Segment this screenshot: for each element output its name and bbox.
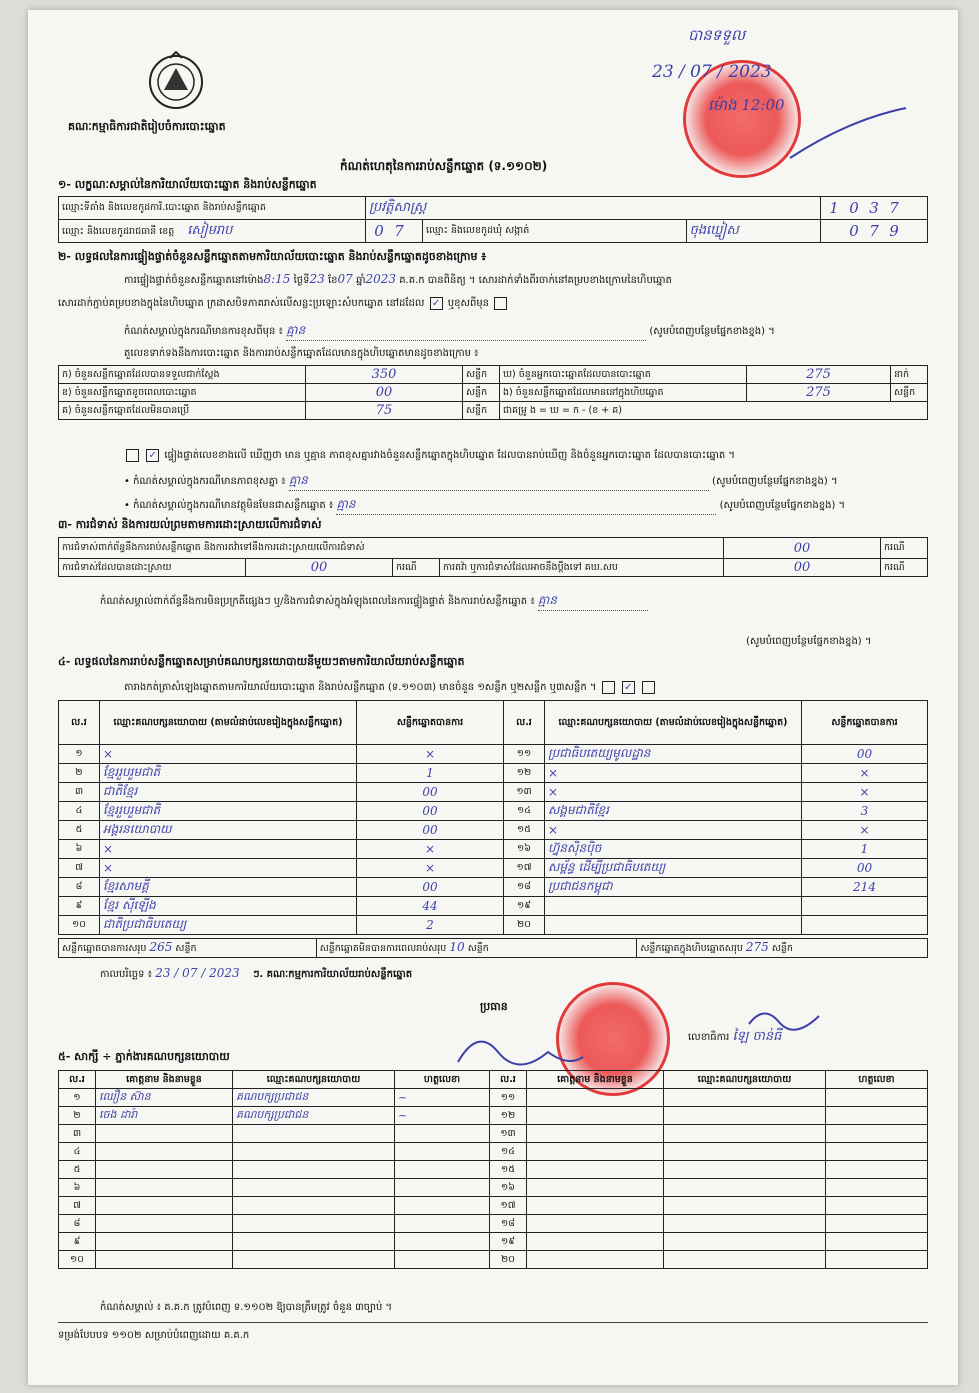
row-no: ១១ <box>490 1089 527 1107</box>
col-sign: ហត្ថលេខា <box>826 1071 928 1089</box>
one-sheet-checkbox[interactable] <box>602 681 615 694</box>
s3-table <box>58 537 928 577</box>
vote-count[interactable]: 00 <box>357 878 504 897</box>
vote-count[interactable]: 00 <box>802 859 928 878</box>
vote-count[interactable]: × <box>357 840 504 859</box>
unit-label: សន្លឹក <box>463 402 500 420</box>
party-name[interactable]: ជាតិប្រជាធិបតេយ្យ <box>100 916 357 935</box>
code-digit: 0 <box>849 222 859 240</box>
party-name[interactable]: ប្រជាធិបតេយ្យមូលដ្ឋាន <box>545 745 802 764</box>
s4-intro-text: តារាងកត់ត្រាសំឡេងឆ្នោតតាមការិយាល័យបោះឆ្នោត និងរាប់សន្លឹកឆ្នោត (ទ.១១០៣) មានចំនួន ១សន្លឹក ឬ២សន្លឹក ឬ៣សន្លឹក ។ <box>124 682 597 693</box>
case-label: ករណី <box>881 538 928 559</box>
table-row <box>59 745 928 764</box>
row-no: ៣ <box>59 783 100 802</box>
s1-r1-code <box>821 197 928 220</box>
unit-label: សន្លឹក <box>175 943 197 954</box>
s1-r2-value: សៀមរាប <box>187 222 233 238</box>
s1-r2-label2: ឈ្មោះ និងលេខកូដឃុំ សង្កាត់ <box>423 220 687 243</box>
table-row <box>59 1161 928 1179</box>
s2-year: 2023 <box>365 272 397 286</box>
col-sign: ហត្ថលេខា <box>395 1071 490 1089</box>
footer-rule <box>58 1322 928 1323</box>
witness-party[interactable] <box>664 1179 826 1197</box>
row-no: ៥ <box>59 1161 96 1179</box>
witness-name[interactable] <box>527 1161 664 1179</box>
witness-name[interactable] <box>527 1233 664 1251</box>
witness-table <box>58 1070 928 1269</box>
s2-p1 <box>124 272 672 288</box>
s3-note <box>100 592 920 611</box>
row-no: ៦ <box>59 1179 96 1197</box>
s2-day-label: ថ្ងៃទី <box>293 275 310 286</box>
s2-formula: ជាគម្រូ ង = ឃ = ក - (ខ + គ) <box>500 402 928 420</box>
witness-name[interactable] <box>527 1197 664 1215</box>
s2-month-label: ខែ <box>327 275 338 286</box>
witness-name[interactable] <box>96 1251 233 1269</box>
row-no: ១៣ <box>490 1125 527 1143</box>
s2-n2-fill: (សូមបំពេញបន្ថែមផ្នែកខាងខ្នង) ។ <box>719 500 846 511</box>
witness-signature[interactable] <box>395 1161 490 1179</box>
table-row <box>59 1215 928 1233</box>
witness-party[interactable] <box>233 1125 395 1143</box>
unit-label: សន្លឹក <box>463 366 500 384</box>
s2-note-value[interactable]: គ្មាន <box>286 322 646 341</box>
col-name: គោត្តនាម និងនាមខ្លួន <box>96 1071 233 1089</box>
row-no: ២០ <box>490 1251 527 1269</box>
witness-signature[interactable] <box>826 1179 928 1197</box>
row-no: ១៧ <box>490 1197 527 1215</box>
s2-time: 8:15 <box>263 272 291 286</box>
witness-signature[interactable] <box>826 1089 928 1107</box>
total-box-value[interactable]: 275 <box>745 940 769 954</box>
s2-figures-table <box>58 365 928 420</box>
witness-signature[interactable] <box>826 1251 928 1269</box>
receipt-date: 23 / 07 / 2023 <box>652 62 772 82</box>
s5-note: កំណត់សម្គាល់ ៖ គ.គ.ក ត្រូវបំពេញ ទ.១១០២ ឱ្យបានត្រឹមត្រូវ ចំនួន ៣ច្បាប់ ។ <box>100 1302 393 1313</box>
witness-signature[interactable] <box>826 1215 928 1233</box>
witness-party[interactable] <box>664 1143 826 1161</box>
unit-label: សន្លឹក <box>891 384 928 402</box>
row-no: ១៩ <box>504 897 545 916</box>
s2-d-label: ឃ) ចំនួនអ្នកបោះឆ្នោតដែលបានបោះឆ្នោត <box>500 366 747 384</box>
vote-count[interactable]: × <box>357 745 504 764</box>
party-name[interactable]: សម្ព័ន្ធ ដើម្បីប្រជាធិបតេយ្យ <box>545 859 802 878</box>
s5-footer: ទម្រង់បែបបទ ១១០២ សម្រាប់បំពេញដោយ គ.គ.ក <box>58 1330 250 1341</box>
party-name[interactable]: ជាតិខ្មែរ <box>100 783 357 802</box>
row-no: ១៧ <box>504 859 545 878</box>
witness-party[interactable] <box>664 1233 826 1251</box>
total-invalid-value[interactable]: 10 <box>449 940 465 954</box>
witness-signature[interactable] <box>826 1107 928 1125</box>
s2-d-value[interactable]: 275 <box>747 366 891 384</box>
code-digit: 9 <box>889 222 899 240</box>
vote-count[interactable]: × <box>357 859 504 878</box>
witness-name[interactable] <box>527 1107 664 1125</box>
row-no: ១១ <box>504 745 545 764</box>
row-no: ៥ <box>59 821 100 840</box>
row-no: ៤ <box>59 802 100 821</box>
party-name[interactable]: ខ្មែររួបរួមជាតិ <box>100 764 357 783</box>
witness-signature[interactable] <box>395 1125 490 1143</box>
party-name[interactable]: ហ្វ៊ុនស៊ិនប៉ិច <box>545 840 802 859</box>
row-no: ២ <box>59 1107 96 1125</box>
witness-signature[interactable] <box>826 1197 928 1215</box>
date-label: កាលបរិច្ឆេទ ៖ <box>100 969 153 980</box>
party-name[interactable]: ប្រជាជនកម្ពុជា <box>545 878 802 897</box>
table-row <box>59 1179 928 1197</box>
vote-count[interactable]: × <box>802 821 928 840</box>
witness-signature[interactable] <box>395 1233 490 1251</box>
witness-signature[interactable] <box>826 1143 928 1161</box>
col-name: គោត្តនាម និងនាមខ្លួន <box>527 1071 664 1089</box>
s2-a-value[interactable]: 350 <box>306 366 463 384</box>
witness-signature[interactable] <box>395 1197 490 1215</box>
row-no: ៩ <box>59 897 100 916</box>
form-title: កំណត់ហេតុនៃការរាប់សន្លឹកឆ្នោត (ទ.១១០២) <box>340 159 548 173</box>
s2-note <box>124 322 944 341</box>
s1-heading: ១- លក្ខណៈសម្គាល់នៃការិយាល័យបោះឆ្នោត និងរាប់សន្លឹកឆ្នោត <box>58 178 317 191</box>
row-no: ១៤ <box>490 1143 527 1161</box>
vote-count[interactable]: × <box>802 783 928 802</box>
table-row <box>59 897 928 916</box>
row-no: ២ <box>59 764 100 783</box>
s2-p2-text: សោរដាក់ភ្ជាប់គម្របខាងក្នុងនៃហិបឆ្នោត ក្រដាសបិទភាគរាស់លើសន្លះប្រឡោះសំបកឆ្នោត នៅដដែល <box>58 298 425 309</box>
witness-party[interactable] <box>664 1251 826 1269</box>
party-name[interactable]: ខ្មែររួបរួមជាតិ <box>100 802 357 821</box>
code-digit: 1 <box>829 199 839 217</box>
table-row <box>59 840 928 859</box>
s2-note-label: កំណត់សម្គាល់ក្នុងករណីមានការខុសពីមុន ៖ <box>124 326 283 337</box>
s2-e-label: ង) ចំនួនសន្លឹកឆ្នោតដែលមាននៅក្នុងហិបឆ្នោត <box>500 384 747 402</box>
col-party: ឈ្មោះគណបក្សនយោបាយ (តាមលំដាប់លេខរៀងក្នុងសន្លឹកឆ្នោត) <box>545 701 802 745</box>
vote-count[interactable]: 1 <box>802 840 928 859</box>
secretary-label: លេខាធិការ <box>688 1032 730 1043</box>
s1-r1-label: ឈ្មោះទីតាំង និងលេខកូដការិ.បោះឆ្នោត និងរាប់សន្លឹកឆ្នោត <box>59 197 366 220</box>
row-no: ១ <box>59 1089 96 1107</box>
row-no: ២០ <box>504 916 545 935</box>
party-name[interactable]: អង្គរនយោបាយ <box>100 821 357 840</box>
col-party: ឈ្មោះគណបក្សនយោបាយ (តាមលំដាប់លេខរៀងក្នុងសន្លឹកឆ្នោត) <box>100 701 357 745</box>
party-name[interactable]: × <box>545 764 802 783</box>
s3-note-value[interactable]: គ្មាន <box>538 592 648 611</box>
row-no: ១០ <box>59 916 100 935</box>
code-digit: 7 <box>869 222 879 240</box>
s3-r1-label: ការជំទាស់ពាក់ព័ន្ធនឹងការរាប់សន្លឹកឆ្នោត និងការតវ៉ាទៅនឹងការដោះស្រាយលើការជំទាស់ <box>59 538 724 559</box>
has-diff-checkbox[interactable] <box>126 449 139 462</box>
s3-heading: ៣- ការជំទាស់ និងការយល់ព្រមតាមការដោះស្រាយលើការជំទាស់ <box>58 518 322 531</box>
row-no: ៦ <box>59 840 100 859</box>
witness-signature[interactable] <box>826 1233 928 1251</box>
s2-n2 <box>124 496 944 515</box>
s3-note-label: កំណត់សម្គាល់ពាក់ព័ន្ធនឹងការមិនប្រក្រតីផ្សេងៗ ឬ/និងការជំទាស់ក្នុងអំឡុងពេលនៃការផ្ទៀងផ្ទាត់ និងការរាប់សន្លឹកឆ្នោត ៖ <box>100 596 535 607</box>
col-no: ល.រ <box>59 1071 96 1089</box>
s1-r2-label: ឈ្មោះ និងលេខកូដរាជធានី ខេត្ត <box>62 225 175 237</box>
row-no: ១៦ <box>490 1179 527 1197</box>
row-no: ៧ <box>59 1197 96 1215</box>
table-row <box>59 802 928 821</box>
witness-name[interactable] <box>527 1143 664 1161</box>
row-no: ១៦ <box>504 840 545 859</box>
three-sheet-checkbox[interactable] <box>642 681 655 694</box>
code-digit: 0 <box>374 222 384 240</box>
witness-name[interactable] <box>96 1161 233 1179</box>
row-no: ៣ <box>59 1125 96 1143</box>
total-valid-value[interactable]: 265 <box>149 940 173 954</box>
row-no: ១២ <box>490 1107 527 1125</box>
table-row <box>59 821 928 840</box>
witness-signature[interactable]: ~ <box>395 1089 490 1107</box>
row-no: ៨ <box>59 878 100 897</box>
party-name[interactable]: ខ្មែរសាមគ្គី <box>100 878 357 897</box>
row-no: ១៩ <box>490 1233 527 1251</box>
vote-count[interactable]: 00 <box>357 821 504 840</box>
s2-month: 07 <box>337 272 353 286</box>
s1-r2-value2: ចុងឃ្នៀស <box>686 220 821 243</box>
vote-count[interactable]: 1 <box>357 764 504 783</box>
vote-count[interactable]: 00 <box>357 783 504 802</box>
date-value[interactable]: 23 / 07 / 2023 <box>155 966 240 980</box>
witness-name[interactable] <box>96 1197 233 1215</box>
totals-table <box>58 938 928 958</box>
chair-label: ប្រធាន <box>480 1000 508 1013</box>
secretary-line <box>688 1028 781 1047</box>
s2-n1-label: • កំណត់សម្គាល់ក្នុងករណីមានភាពខុសគ្នា ៖ <box>124 476 286 487</box>
row-no: ១០ <box>59 1251 96 1269</box>
row-no: ១៨ <box>504 878 545 897</box>
s2-a-label: ក) ចំនួនសន្លឹកឆ្នោតដែលបានទទួលជាក់ស្តែង <box>59 366 306 384</box>
org-name: គណៈកម្មាធិការជាតិរៀបចំការបោះឆ្នោត <box>68 120 226 133</box>
witness-name[interactable] <box>96 1125 233 1143</box>
unchanged-checkbox[interactable]: ✓ <box>430 297 443 310</box>
row-no: ១៥ <box>504 821 545 840</box>
code-digit: 7 <box>394 222 404 240</box>
s2-b-value[interactable]: 00 <box>306 384 463 402</box>
s2-n1-fill: (សូមបំពេញបន្ថែមផ្នែកខាងខ្នង) ។ <box>712 476 838 487</box>
vote-count[interactable]: 2 <box>357 916 504 935</box>
s2-c-value[interactable]: 75 <box>306 402 463 420</box>
vote-count[interactable] <box>802 897 928 916</box>
col-no: ល.រ <box>504 701 545 745</box>
total-valid-label: សន្លឹកឆ្នោតបានការសរុប <box>62 943 147 954</box>
witness-party[interactable]: គណបក្សប្រជាជន <box>233 1089 395 1107</box>
witness-signature[interactable] <box>395 1215 490 1233</box>
table-row <box>59 1197 928 1215</box>
s2-heading: ២- លទ្ធផលនៃការផ្ទៀងផ្ទាត់ចំនួនសន្លឹកឆ្នោតតាមការិយាល័យបោះឆ្នោត និងរាប់សន្លឹកឆ្នោតដូចខាងក្រោម ៖ <box>58 250 487 263</box>
s5-heading: ៥- សាក្សី ÷ ភ្នាក់ងារគណបក្សនយោបាយ <box>58 1050 230 1063</box>
col-party: ឈ្មោះគណបក្សនយោបាយ <box>664 1071 826 1089</box>
s2-n1 <box>124 472 944 491</box>
code-digit: 3 <box>869 199 879 217</box>
s2-b-label: ខ) ចំនួនសន្លឹកឆ្នោតខូចពេលបោះឆ្នោត <box>59 384 306 402</box>
party-name[interactable] <box>545 916 802 935</box>
form-sheet <box>28 10 958 1385</box>
s2-day: 23 <box>309 272 325 286</box>
row-no: ៨ <box>59 1215 96 1233</box>
s4-intro <box>124 680 657 695</box>
witness-party[interactable]: គណបក្សប្រជាជន <box>233 1107 395 1125</box>
vote-count[interactable] <box>802 916 928 935</box>
committee-label: ៗ. គណៈកម្មការការិយាល័យរាប់សន្លឹកឆ្នោត <box>252 969 413 980</box>
unit-label: សន្លឹក <box>467 943 489 954</box>
witness-party[interactable] <box>233 1161 395 1179</box>
party-name[interactable]: × <box>100 745 357 764</box>
unit-label: សន្លឹក <box>771 943 793 954</box>
witness-name[interactable] <box>527 1125 664 1143</box>
unit-label: នាក់ <box>891 366 928 384</box>
s2-note-fill: (សូមបំពេញបន្ថែមផ្នែកខាងខ្នង) ។ <box>649 326 775 337</box>
witness-name[interactable] <box>96 1215 233 1233</box>
s3-r1-value[interactable]: 00 <box>724 538 881 559</box>
table-row <box>59 1233 928 1251</box>
s2-changed-label: ឬខុសពីមុន <box>447 298 490 309</box>
s2-year-label: ឆ្នាំ <box>355 275 366 286</box>
receipt-time: ម៉ោង 12:00 <box>708 96 785 114</box>
s3-r2-value2[interactable]: 00 <box>724 559 881 577</box>
row-no: ៧ <box>59 859 100 878</box>
row-no: ១៥ <box>490 1161 527 1179</box>
s2-n1-value[interactable]: គ្មាន <box>289 472 709 491</box>
s4-date-line <box>100 966 412 982</box>
witness-party[interactable] <box>664 1107 826 1125</box>
witness-name[interactable] <box>527 1089 664 1107</box>
witness-party[interactable] <box>233 1215 395 1233</box>
no-diff-checkbox[interactable]: ✓ <box>146 449 159 462</box>
party-name[interactable]: ខ្មែរ ស៊ីឡើង <box>100 897 357 916</box>
total-box-label: សន្លឹកឆ្នោតក្នុងហិបឆ្នោតសរុប <box>640 943 743 954</box>
witness-signature[interactable] <box>395 1143 490 1161</box>
party-name[interactable]: × <box>100 840 357 859</box>
witness-signature[interactable] <box>826 1125 928 1143</box>
case-label: ករណី <box>881 559 928 577</box>
witness-party[interactable] <box>233 1197 395 1215</box>
case-label: ករណី <box>393 559 440 577</box>
pen-stroke-icon <box>788 100 908 164</box>
col-votes: សន្លឹកឆ្នោតបានការ <box>802 701 928 745</box>
row-no: ១៣ <box>504 783 545 802</box>
secretary-name[interactable]: ឡៃ ចាន់ធី <box>732 1029 782 1044</box>
code-digit: 7 <box>889 199 899 217</box>
witness-name[interactable]: ចេង ដារ៉ា <box>96 1107 233 1125</box>
table-row <box>59 1089 928 1107</box>
table-row <box>59 859 928 878</box>
party-name[interactable]: × <box>545 821 802 840</box>
s2-p1-rest: គ.គ.ក បានពិនិត្យ ។ សោរដាក់ទាំងពីរចាក់នៅគម្របខាងក្រោមនៃហិបឆ្នោត <box>399 275 672 286</box>
table-row <box>59 1251 928 1269</box>
vote-count[interactable]: 00 <box>357 802 504 821</box>
s2-p1-label: ការផ្ទៀងផ្ទាត់ចំនួនសន្លឹកឆ្នោតនៅម៉ោង <box>124 275 264 286</box>
unit-label: សន្លឹក <box>463 384 500 402</box>
national-emblem-icon <box>140 50 212 112</box>
party-name[interactable]: × <box>100 859 357 878</box>
table-row <box>59 1107 928 1125</box>
vote-count[interactable]: 00 <box>802 745 928 764</box>
changed-checkbox[interactable] <box>494 297 507 310</box>
witness-name[interactable] <box>527 1251 664 1269</box>
witness-party[interactable] <box>664 1089 826 1107</box>
vote-count[interactable]: 214 <box>802 878 928 897</box>
table-row <box>59 1125 928 1143</box>
party-name[interactable]: សង្គមជាតិខ្មែរ <box>545 802 802 821</box>
witness-party[interactable] <box>664 1125 826 1143</box>
witness-signature[interactable] <box>395 1251 490 1269</box>
s4-heading: ៤- លទ្ធផលនៃការរាប់សន្លឹកឆ្នោតសម្រាប់គណបក្សនយោបាយនីមួយៗតាមការិយាល័យរាប់សន្លឹកឆ្នោត <box>58 655 465 668</box>
col-no: ល.រ <box>490 1071 527 1089</box>
witness-party[interactable] <box>233 1251 395 1269</box>
witness-signature[interactable] <box>826 1161 928 1179</box>
results-table <box>58 700 928 935</box>
witness-party[interactable] <box>664 1215 826 1233</box>
s3-r2-label2: ការតវ៉ា ឬការជំទាស់ដែលអាចនឹងប្តឹងទៅ គឃ.សប <box>440 559 724 577</box>
witness-name[interactable] <box>96 1179 233 1197</box>
vote-count[interactable]: 44 <box>357 897 504 916</box>
row-no: ១៨ <box>490 1215 527 1233</box>
total-invalid-label: សន្លឹកឆ្នោតមិនបានការពេលរាប់សរុប <box>319 943 447 954</box>
party-name[interactable]: × <box>545 783 802 802</box>
s3-r2-value[interactable]: 00 <box>246 559 393 577</box>
table-row <box>59 764 928 783</box>
vote-count[interactable]: 3 <box>802 802 928 821</box>
col-no: ល.រ <box>59 701 100 745</box>
s2-p2 <box>58 296 509 311</box>
table-row <box>59 1143 928 1161</box>
witness-party[interactable] <box>233 1233 395 1251</box>
table-row <box>59 878 928 897</box>
s3-r2-label: ការជំទាស់ដែលបានដោះស្រាយ <box>59 559 246 577</box>
code-digit: 0 <box>849 199 859 217</box>
witness-name[interactable] <box>96 1143 233 1161</box>
col-votes: សន្លឹកឆ្នោតបានការ <box>357 701 504 745</box>
s2-n2-label: • កំណត់សម្គាល់ក្នុងករណីមានវត្ថុមិនមែនជាសន្លឹកឆ្នោត ៖ <box>124 500 334 511</box>
witness-party[interactable] <box>664 1197 826 1215</box>
party-name[interactable] <box>545 897 802 916</box>
row-no: ៤ <box>59 1143 96 1161</box>
table-row <box>59 783 928 802</box>
s2-c-label: គ) ចំនួនសន្លឹកឆ្នោតដែលមិនបានប្រើ <box>59 402 306 420</box>
table-row <box>59 916 928 935</box>
col-party: ឈ្មោះគណបក្សនយោបាយ <box>233 1071 395 1089</box>
two-sheet-checkbox[interactable]: ✓ <box>622 681 635 694</box>
s1-table <box>58 196 928 243</box>
witness-name[interactable] <box>527 1215 664 1233</box>
witness-party[interactable] <box>664 1161 826 1179</box>
s3-fill: (សូមបំពេញបន្ថែមផ្នែកខាងខ្នង) ។ <box>746 636 872 647</box>
witness-signature[interactable]: ~ <box>395 1107 490 1125</box>
receipt-line1: បានទទួល <box>688 26 746 44</box>
row-no: ១២ <box>504 764 545 783</box>
witness-party[interactable] <box>233 1179 395 1197</box>
s2-intro: តួលេខទាក់ទងនឹងការបោះឆ្នោត និងការរាប់សន្លឹកឆ្នោតដែលមានក្នុងហិបឆ្នោតមានដូចខាងក្រោម ៖ <box>124 348 479 359</box>
witness-party[interactable] <box>233 1143 395 1161</box>
witness-name[interactable] <box>527 1179 664 1197</box>
s2-e-value[interactable]: 275 <box>747 384 891 402</box>
s2-check-text: ផ្ទៀងផ្ទាត់លេខខាងលើ ឃើញថា មាន ឬគ្មាន ភាពខុសគ្នារវាងចំនួនសន្លឹកឆ្នោតក្នុងហិបឆ្នោត ដែលបានរាប់ឃើញ និងចំនួនអ្នកបោះឆ្នោត ដែលបានបោះឆ្នោត ។ <box>164 450 736 461</box>
witness-name[interactable]: ឈឿន ស៊ាន <box>96 1089 233 1107</box>
s1-r1-value: ប្រវត្តិសាស្ត្រ <box>366 197 821 220</box>
s2-check-line <box>124 448 944 463</box>
row-no: ៩ <box>59 1233 96 1251</box>
row-no: ១៤ <box>504 802 545 821</box>
results-body <box>59 745 928 935</box>
vote-count[interactable]: × <box>802 764 928 783</box>
witness-name[interactable] <box>96 1233 233 1251</box>
witness-body <box>59 1089 928 1269</box>
witness-signature[interactable] <box>395 1179 490 1197</box>
row-no: ១ <box>59 745 100 764</box>
s2-n2-value[interactable]: គ្មាន <box>336 496 716 515</box>
